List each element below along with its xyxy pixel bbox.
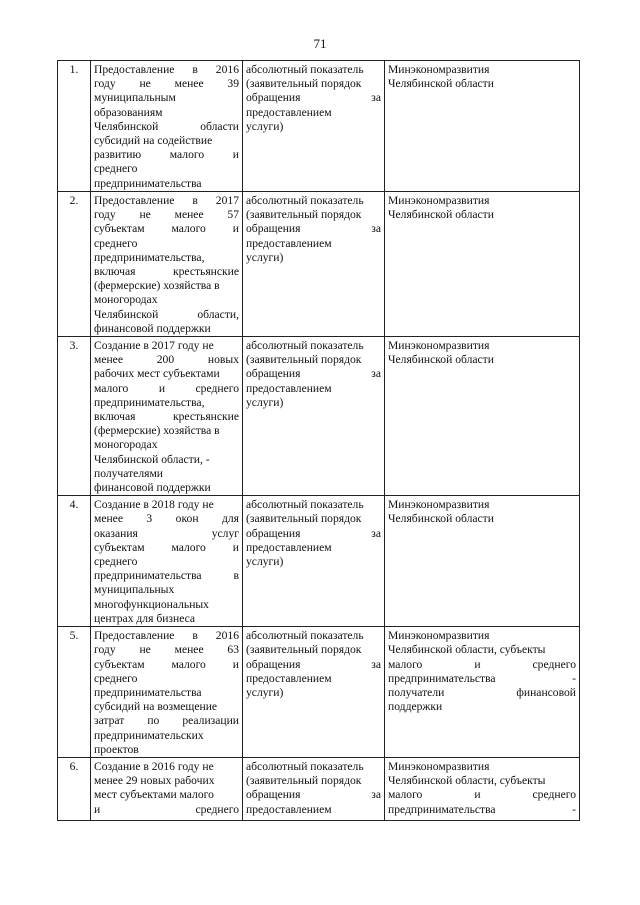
table-row (58, 192, 580, 337)
text-line: услуги) (246, 555, 284, 569)
text-line: Создание в 2016 году не (94, 759, 214, 773)
text-line: обращения за (246, 657, 381, 671)
text-line: включая крестьянские (94, 265, 239, 279)
text-line: обращения за (246, 367, 381, 381)
text-line: менее 29 новых рабочих (94, 774, 215, 788)
text-line: Предоставление в 2017 (94, 194, 239, 207)
indicator-cell (243, 61, 385, 192)
text-line: (фермерские) хозяйства в (94, 424, 220, 438)
text-line: центрах для бизнеса (94, 611, 196, 625)
text-line: Челябинской области (388, 77, 494, 91)
text-line: оказания услуг (94, 526, 239, 540)
measures-table (57, 60, 580, 821)
measure-text-cell (91, 496, 243, 627)
indicator-cell (243, 192, 385, 337)
text-line: развитию малого и (94, 148, 239, 162)
responsible-cell (385, 757, 580, 820)
text-line: среднего (94, 671, 138, 685)
text-line: предоставлением (246, 671, 332, 685)
text-line: Минэкономразвития (388, 498, 490, 512)
text-line: услуги) (246, 119, 284, 133)
text-line: (заявительный порядок (246, 353, 362, 367)
text-line: получатели финансовой (388, 685, 576, 699)
text-line: муниципальных (94, 583, 175, 597)
text-line: среднего (94, 236, 138, 250)
table-row (58, 496, 580, 627)
text-line: предоставлением (246, 381, 332, 395)
indicator-cell (243, 337, 385, 496)
text-line: обращения за (246, 788, 381, 802)
text-line: году не менее 63 (94, 643, 239, 657)
text-line: (заявительный порядок (246, 643, 362, 657)
text-line: Минэкономразвития (388, 194, 490, 207)
measure-text-cell (91, 757, 243, 820)
text-line: абсолютный показатель (246, 63, 364, 76)
row-number-cell: 3. (58, 337, 91, 496)
text-line: году не менее 39 (94, 77, 239, 91)
text-line: поддержки (388, 700, 443, 714)
text-line: Челябинской области, субъекты (388, 643, 546, 657)
text-line: услуги) (246, 250, 284, 264)
text-line: Челябинской области, субъекты (388, 774, 546, 788)
text-line: менее 3 окон для (94, 512, 239, 526)
table-row (58, 627, 580, 758)
indicator-cell (243, 757, 385, 820)
page-number: 71 (313, 36, 327, 51)
text-line: предпринимательства (94, 176, 202, 190)
text-line: моногородах (94, 438, 158, 452)
text-line: менее 200 новых (94, 353, 239, 367)
text-line: Челябинской области, - (94, 452, 210, 466)
text-line: и среднего (94, 802, 239, 816)
text-line: (заявительный порядок (246, 208, 362, 222)
text-line: Челябинской области (94, 119, 239, 133)
text-line: абсолютный показатель (246, 629, 364, 643)
text-line: Челябинской области (388, 512, 494, 526)
measure-text-cell (91, 192, 243, 337)
text-line: предоставлением (246, 105, 332, 119)
text-line: Минэкономразвития (388, 339, 490, 353)
text-line: муниципальным (94, 91, 176, 105)
measure-text-cell (91, 627, 243, 758)
text-line: финансовой поддержки (94, 321, 211, 335)
text-line: предоставлением (246, 540, 332, 554)
text-line: Челябинской области, (94, 307, 239, 321)
text-line: услуги) (246, 685, 284, 699)
text-line: предпринимательства - (388, 671, 576, 685)
text-line: малого и среднего (94, 381, 239, 395)
text-line: Минэкономразвития (388, 759, 490, 773)
text-line: Минэкономразвития (388, 629, 490, 643)
text-line: среднего (94, 162, 138, 176)
text-line: субсидий на содействие (94, 134, 213, 148)
text-line: рабочих мест субъектами (94, 367, 220, 381)
text-line: Предоставление в 2016 (94, 629, 239, 643)
text-line: предоставлением (246, 236, 332, 250)
row-number-cell: 4. (58, 496, 91, 627)
indicator-cell (243, 496, 385, 627)
text-line: абсолютный показатель (246, 498, 364, 512)
text-line: году не менее 57 (94, 208, 239, 222)
measure-text-cell (91, 61, 243, 192)
text-line: обращения за (246, 222, 381, 236)
text-line: малого и среднего (388, 657, 576, 671)
text-line: субсидий на возмещение (94, 700, 218, 714)
text-line: абсолютный показатель (246, 759, 364, 773)
text-line: затрат по реализации (94, 714, 239, 728)
text-line: Челябинской области (388, 353, 494, 367)
text-line: абсолютный показатель (246, 194, 364, 207)
responsible-cell (385, 627, 580, 758)
text-line: Челябинской области (388, 208, 494, 222)
text-line: предпринимательских (94, 728, 204, 742)
responsible-cell (385, 61, 580, 192)
text-line: предпринимательства, (94, 395, 205, 409)
text-line: абсолютный показатель (246, 339, 364, 353)
text-line: мест субъектами малого (94, 788, 214, 802)
text-line: Минэкономразвития (388, 63, 490, 76)
text-line: предпринимательства (94, 685, 202, 699)
text-line: услуги) (246, 395, 284, 409)
row-number-cell: 2. (58, 192, 91, 337)
text-line: субъектам малого и (94, 540, 239, 554)
responsible-cell (385, 496, 580, 627)
table-row (58, 757, 580, 820)
table-row (58, 61, 580, 192)
text-line: проектов (94, 742, 139, 756)
text-line: субъектам малого и (94, 222, 239, 236)
row-number-cell: 5. (58, 627, 91, 758)
text-line: Создание в 2018 году не (94, 498, 214, 512)
text-line: среднего (94, 555, 138, 569)
measure-text-cell (91, 337, 243, 496)
row-number-cell: 6. (58, 757, 91, 820)
indicator-cell (243, 627, 385, 758)
text-line: предпринимательства, (94, 250, 205, 264)
text-line: обращения за (246, 91, 381, 105)
responsible-cell (385, 337, 580, 496)
text-line: предпринимательства в (94, 569, 239, 583)
row-number-cell: 1. (58, 61, 91, 192)
table-row (58, 337, 580, 496)
text-line: малого и среднего (388, 788, 576, 802)
text-line: Предоставление в 2016 (94, 63, 239, 76)
responsible-cell (385, 192, 580, 337)
text-line: (заявительный порядок (246, 77, 362, 91)
text-line: субъектам малого и (94, 657, 239, 671)
text-line: моногородах (94, 293, 158, 307)
text-line: (заявительный порядок (246, 512, 362, 526)
text-line: включая крестьянские (94, 410, 239, 424)
text-line: (фермерские) хозяйства в (94, 279, 220, 293)
text-line: многофункциональных (94, 597, 209, 611)
text-line: получателями (94, 466, 163, 480)
text-line: (заявительный порядок (246, 774, 362, 788)
text-line: образованиям (94, 105, 163, 119)
text-line: предоставлением (246, 802, 332, 816)
text-line: Создание в 2017 году не (94, 339, 214, 353)
text-line: обращения за (246, 526, 381, 540)
text-line: финансовой поддержки (94, 481, 211, 495)
text-line: предпринимательства - (388, 802, 576, 816)
